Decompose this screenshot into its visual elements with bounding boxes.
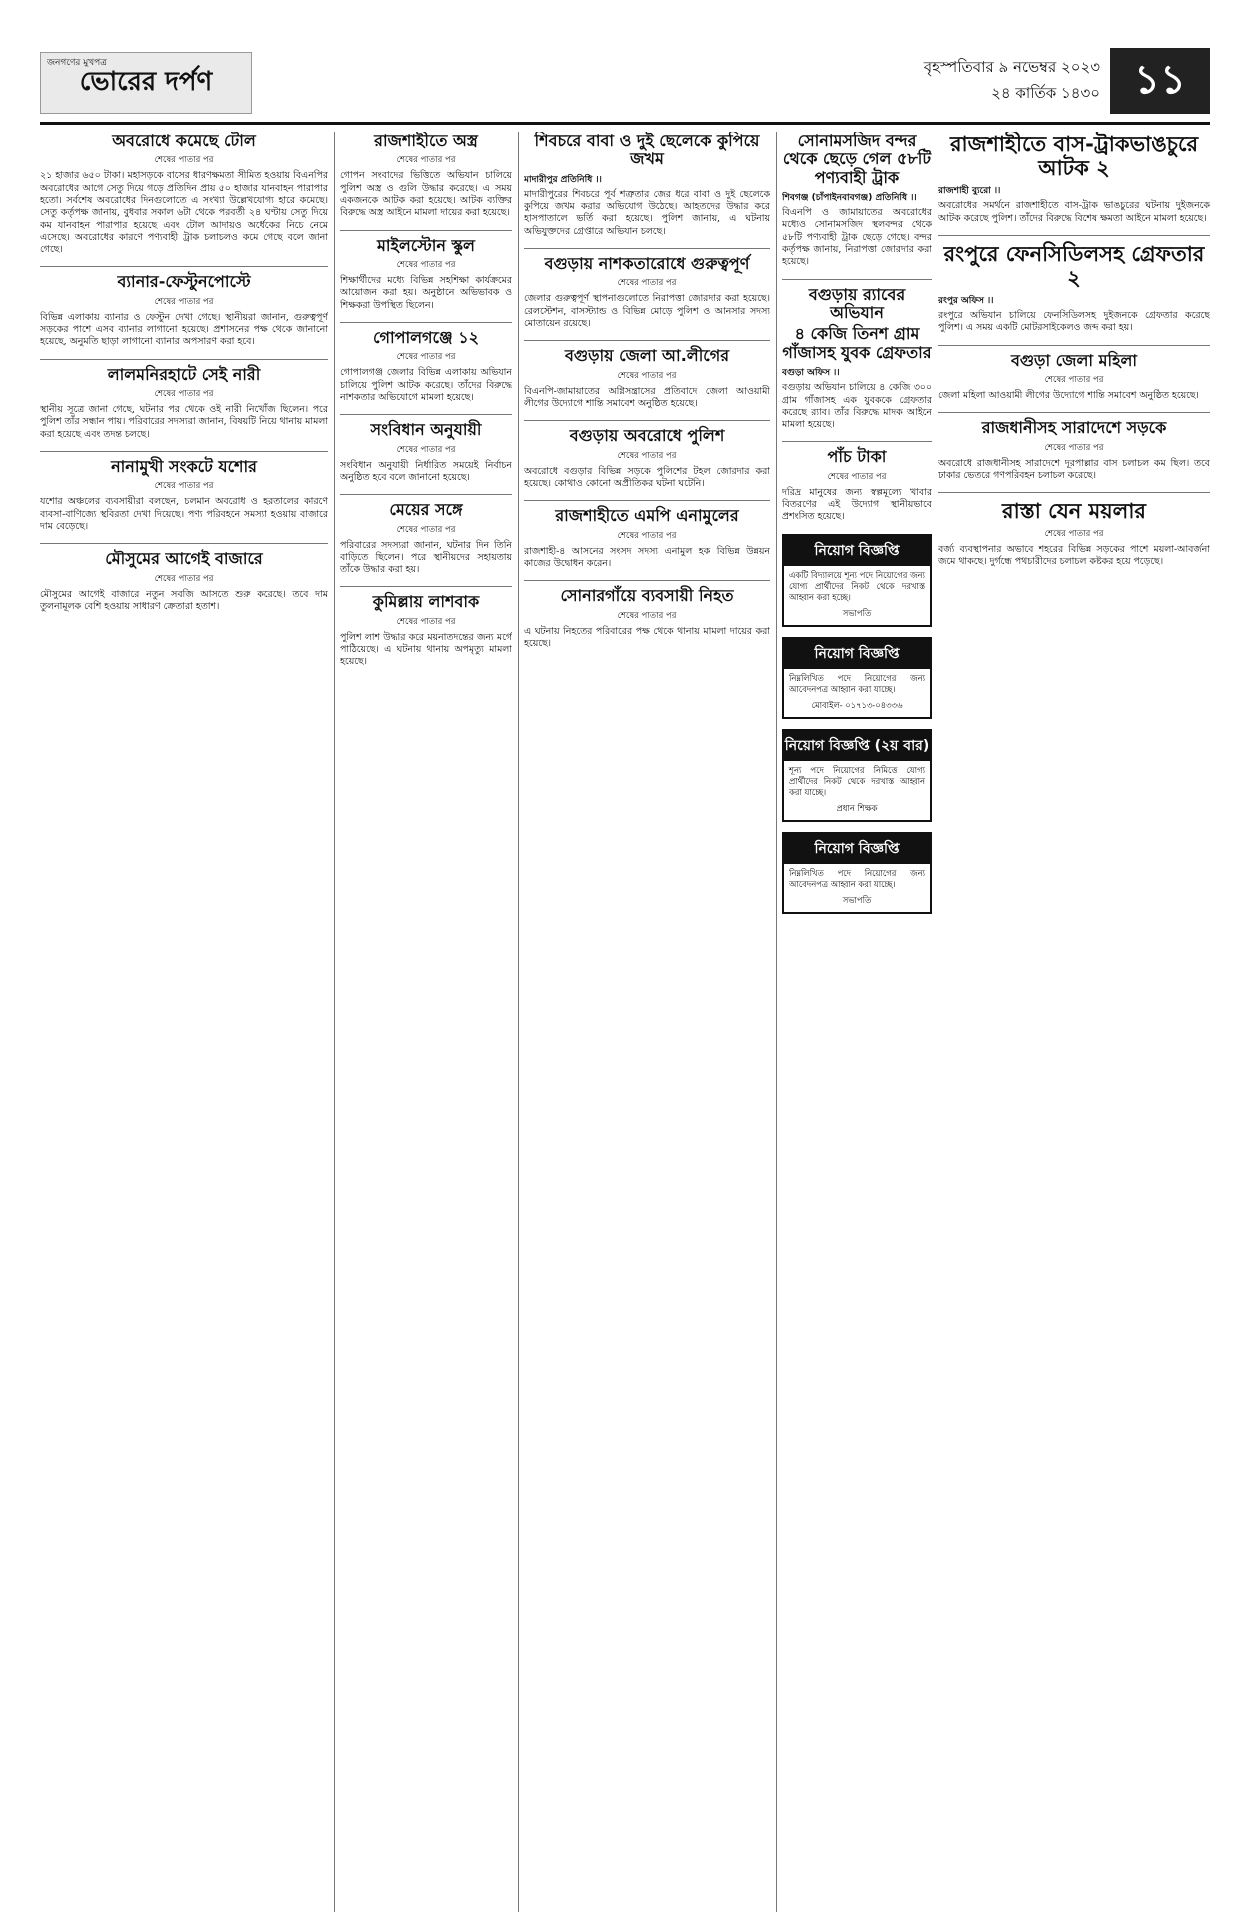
subheadline: ৪ কেজি তিনশ গ্রাম গাঁজাসহ যুবক গ্রেফতার (782, 324, 932, 362)
column-3 (524, 132, 770, 1912)
continuation-note: শেষের পাতার পর (396, 155, 456, 166)
article-body: বর্জ্য ব্যবস্থাপনার অভাবে শহরের বিভিন্ন সড়কের পাশে ময়লা-আবর্জনা জমে থাকছে। দুর্গন্ধে পথচারীদের চলাচল কষ্টকর হয়ে পড়েছে। (938, 543, 1210, 567)
divider (340, 494, 512, 495)
newspaper-logo (40, 52, 252, 114)
divider (938, 235, 1210, 236)
article-body: দরিদ্র মানুষের জন্য স্বল্পমূল্যে খাবার বিতরণের এই উদ্যোগ স্থানীয়ভাবে প্রশংসিত হয়েছে। (782, 486, 932, 523)
article-season (40, 550, 328, 613)
logo-tagline: জনগণের মুখপত্র (47, 58, 107, 68)
headline: বগুড়ায় জেলা আ.লীগের (564, 346, 730, 366)
continuation-note: শেষের পাতার পর (1044, 442, 1104, 453)
divider (782, 279, 932, 280)
headline: বগুড়ায় অবরোধে পুলিশ (569, 426, 725, 446)
divider (340, 586, 512, 587)
logo-name: ভোরের দর্পণ (79, 67, 213, 97)
continuation-note: শেষের পাতার পর (154, 481, 214, 492)
page-number: ১১ (1110, 48, 1210, 114)
article-lalmonirhat (40, 366, 328, 441)
divider (340, 322, 512, 323)
article-body: গোপালগঞ্জ জেলার বিভিন্ন এলাকায় অভিযান চালিয়ে পুলিশ আটক করেছে। তাঁদের বিরুদ্ধে নাশকতার অভিযোগে মামলা হয়েছে। (340, 367, 512, 403)
article-girl (340, 501, 512, 576)
article-body: স্থানীয় সূত্রে জানা গেছে, ঘটনার পর থেকে ওই নারী নিখোঁজ ছিলেন। পরে পুলিশ তাঁর সন্ধান পায়। পরিবারের সদস্যরা জানান, বিষয়টি নিয়ে থানায় মামলা করা হয়েছে এবং তদন্ত চলছে। (40, 404, 328, 440)
byline: মাদারীপুর প্রতিনিধি ।। (524, 174, 602, 185)
divider (524, 420, 770, 421)
ad-body: শূন্য পদে নিয়োগের নিমিত্তে যোগ্য প্রার্থীদের নিকট থেকে দরখাস্ত আহ্বান করা যাচ্ছে। (789, 764, 925, 797)
divider (938, 345, 1210, 346)
headline: রাজশাহীতে এমপি এনামুলের (555, 506, 739, 526)
headline: লালমনিরহাটে সেই নারী (107, 364, 261, 384)
date-bengali: ২৪ কার্তিক ১৪৩০ (991, 84, 1100, 102)
article-constitution (340, 421, 512, 484)
headline: রাস্তা যেন ময়লার (1002, 499, 1146, 524)
headline: বগুড়ায় র‍্যাবের অভিযান (808, 284, 906, 323)
column-5 (938, 132, 1210, 1912)
article-milestone (340, 237, 512, 312)
continuation-note: শেষের পাতার পর (154, 389, 214, 400)
article-body: পুলিশ লাশ উদ্ধার করে ময়নাতদন্তের জন্য মর্গে পাঠিয়েছে। এ ঘটনায় থানায় অপমৃত্যু মামলা হয়েছে। (340, 631, 512, 668)
ad-signature: প্রধান শিক্ষক (836, 802, 878, 813)
divider (40, 359, 328, 360)
article-shibchar (524, 132, 770, 238)
article-body: জেলা মহিলা আওয়ামী লীগের উদ্যোগে শান্তি সমাবেশ অনুষ্ঠিত হয়েছে। (938, 390, 1199, 402)
article-body: গোপন সংবাদের ভিত্তিতে অভিযান চালিয়ে পুলিশ অস্ত্র ও গুলি উদ্ধার করেছে। এ সময় একজনকে আটক করা হয়েছে। আটক ব্যক্তির বিরুদ্ধে অস্ত্র আইনে মামলা দায়ের করা হয়েছে। (340, 170, 512, 219)
headline: রাজশাহীতে বাস-ট্রাকভাঙচুরে আটক ২ (949, 132, 1198, 181)
continuation-note: শেষের পাতার পর (154, 296, 214, 307)
headline: মাইলস্টোন স্কুল (377, 235, 475, 255)
headline: মৌসুমের আগেই বাজারে (105, 549, 263, 569)
ad-signature: মোবাইল- ০১৭১৩-০৪৩৩৬ (811, 699, 903, 710)
ad-body: একটি বিদ্যালয়ে শূন্য পদে নিয়োগের জন্য যোগ্য প্রার্থীদের নিকট থেকে দরখাস্ত আহ্বান করা হচ্ছে। (789, 569, 925, 602)
column-2 (340, 132, 512, 1912)
article-body: বগুড়ায় অভিযান চালিয়ে ৪ কেজি ৩০০ গ্রাম গাঁজাসহ এক যুবককে গ্রেফতার করেছে র‍্যাব। তাঁর বিরুদ্ধে মাদক আইনে মামলা হয়েছে। (782, 382, 932, 431)
article-gopalganj (340, 329, 512, 404)
article-five-taka (782, 448, 932, 523)
divider (40, 451, 328, 452)
article-comilla (340, 593, 512, 668)
article-body: রাজশাহী-৪ আসনের সংসদ সদস্য এনামুল হক বিভিন্ন উন্নয়ন কাজের উদ্বোধন করেন। (524, 545, 770, 569)
article-bogura-women (938, 352, 1210, 403)
headline: রাজশাহীতে অস্ত্র (374, 132, 478, 150)
continuation-note: শেষের পাতার পর (154, 573, 214, 584)
byline: রংপুর অফিস ।। (938, 296, 994, 307)
article-bus-truck (938, 132, 1210, 225)
article-jessore (40, 458, 328, 533)
article-body: জেলার গুরুত্বপূর্ণ স্থাপনাগুলোতে নিরাপত্তা জোরদার করা হয়েছে। রেলস্টেশন, বাসস্ট্যান্ড ও বিভিন্ন মোড়ে পুলিশ ও আনসার সদস্য মোতায়েন রয়েছে। (524, 293, 770, 329)
divider (938, 492, 1210, 493)
date-gregorian: বৃহস্পতিবার ৯ নভেম্বর ২০২৩ (923, 58, 1100, 76)
continuation-note: শেষের পাতার পর (617, 278, 677, 289)
headline: গোপালগঞ্জে ১২ (373, 327, 479, 347)
column-4 (782, 132, 932, 1912)
headline: রাজধানীসহ সারাদেশে সড়কে (981, 418, 1167, 438)
headline: সোনারগাঁয়ে ব্যবসায়ী নিহত (560, 586, 734, 606)
ad-heading: নিয়োগ বিজ্ঞপ্তি (784, 536, 930, 566)
article-bogura-police (524, 427, 770, 490)
article-sonamasjid (782, 132, 932, 269)
divider (938, 412, 1210, 413)
continuation-note: শেষের পাতার পর (396, 616, 456, 627)
masthead (40, 48, 1210, 125)
article-bogura-sabotage (524, 255, 770, 330)
job-ad (782, 637, 932, 719)
article-banner (40, 273, 328, 348)
continuation-note: শেষের পাতার পর (617, 530, 677, 541)
continuation-note: শেষের পাতার পর (617, 610, 677, 621)
article-bogura-league (524, 347, 770, 410)
divider (524, 500, 770, 501)
divider (40, 543, 328, 544)
ad-signature: সভাপতি (842, 607, 872, 618)
article-body: বিএনপি-জামায়াতের অগ্নিসন্ত্রাসের প্রতিবাদে জেলা আওয়ামী লীগের উদ্যোগে শান্তি সমাবেশ অনুষ্ঠিত হয়েছে। (524, 385, 770, 409)
article-dustbin (938, 499, 1210, 568)
article-body: অবরোধে বগুড়ার বিভিন্ন সড়কে পুলিশের টহল জোরদার করা হয়েছে। কোথাও কোনো অপ্রীতিকর ঘটনা ঘটেনি। (524, 465, 770, 489)
byline: রাজশাহী ব্যুরো ।। (938, 186, 1001, 197)
article-body: এ ঘটনায় নিহতের পরিবারের পক্ষ থেকে থানায় মামলা দায়ের করা হয়েছে। (524, 625, 770, 649)
headline: নানামুখী সংকটে যশোর (111, 457, 257, 477)
job-ad (782, 832, 932, 914)
continuation-note: শেষের পাতার পর (154, 155, 214, 166)
headline: সোনামসজিদ বন্দর থেকে ছেড়ে গেল ৫৮টি পণ্যবাহী ট্রাক (782, 132, 932, 187)
headline: শিবচরে বাবা ও দুই ছেলেকে কুপিয়ে জখম (534, 132, 760, 169)
column-1 (40, 132, 328, 1912)
continuation-note: শেষের পাতার পর (1044, 375, 1104, 386)
byline: শিবগঞ্জ (চাঁপাইনবাবগঞ্জ) প্রতিনিধি ।। (782, 193, 917, 204)
job-ad (782, 729, 932, 822)
article-body: রংপুরে অভিযান চালিয়ে ফেনসিডিলসহ দুইজনকে গ্রেফতার করেছে পুলিশ। এ সময় একটি মোটরসাইকেলও জব্দ করা হয়। (938, 310, 1210, 334)
headline: মেয়ের সঙ্গে (389, 500, 463, 520)
article-body: অবরোধের সমর্থনে রাজশাহীতে বাস-ট্রাক ভাঙচুরের ঘটনায় দুইজনকে আটক করেছে পুলিশ। তাঁদের বিরুদ্ধে বিশেষ ক্ষমতা আইনে মামলা হয়েছে। (938, 200, 1210, 224)
headline: পাঁচ টাকা (827, 447, 887, 467)
article-toll (40, 132, 328, 256)
continuation-note: শেষের পাতার পর (827, 471, 887, 482)
article-rangpur (938, 242, 1210, 335)
job-ad (782, 534, 932, 627)
continuation-note: শেষের পাতার পর (396, 352, 456, 363)
article-body: বিএনপি ও জামায়াতের অবরোধের মধ্যেও সোনামসজিদ স্থলবন্দর থেকে ৫৮টি পণ্যবাহী ট্রাক ছেড়ে গেছে। বন্দর কর্তৃপক্ষ জানায়, নিরাপত্তা জোরদার করা হয়েছে। (782, 207, 932, 268)
divider (524, 248, 770, 249)
byline: বগুড়া অফিস ।। (782, 368, 840, 379)
ad-body: নিম্নলিখিত পদে নিয়োগের জন্য আবেদনপত্র আহ্বান করা যাচ্ছে। (789, 867, 925, 889)
ad-heading: নিয়োগ বিজ্ঞপ্তি (784, 834, 930, 864)
headline: বগুড়ায় নাশকতারোধে গুরুত্বপূর্ণ (544, 253, 750, 273)
headline: বগুড়া জেলা মহিলা (1010, 350, 1138, 370)
headline: অবরোধে কমেছে টোল (112, 132, 256, 150)
headline: ব্যানার-ফেস্টুনপোস্টে (117, 272, 251, 292)
continuation-note: শেষের পাতার পর (617, 370, 677, 381)
article-body: শিক্ষার্থীদের মধ্যে বিভিন্ন সহশিক্ষা কার্যক্রমের আয়োজন করা হয়। অনুষ্ঠানে অভিভাবক ও শিক্ষকরা উপস্থিত ছিলেন। (340, 274, 512, 311)
ad-heading: নিয়োগ বিজ্ঞপ্তি (784, 639, 930, 669)
column-rule (334, 132, 335, 1912)
article-body: মাদারীপুরের শিবচরে পূর্ব শত্রুতার জের ধরে বাবা ও দুই ছেলেকে কুপিয়ে জখম করার অভিযোগ উঠেছে। আহতদের উদ্ধার করে হাসপাতালে ভর্তি করা হয়েছে। পুলিশ জানায়, এ ঘটনায় অভিযুক্তদের গ্রেপ্তারে অভিযান চলছে। (524, 188, 770, 237)
divider (782, 441, 932, 442)
continuation-note: শেষের পাতার পর (617, 450, 677, 461)
column-rule (518, 132, 519, 1912)
article-body: সংবিধান অনুযায়ী নির্ধারিত সময়েই নির্বাচন অনুষ্ঠিত হবে বলে জানানো হয়েছে। (340, 459, 512, 483)
article-drive (782, 286, 932, 432)
article-body: মৌসুমের আগেই বাজারে নতুন সবজি আসতে শুরু করেছে। তবে দাম তুলনামূলক বেশি হওয়ায় সাধারণ ক্রেতারা হতাশ। (40, 588, 328, 612)
divider (40, 266, 328, 267)
divider (524, 580, 770, 581)
article-body: ২১ হাজার ৬৫০ টাকা। মহাসড়কে বাসের ধারণক্ষমতা সীমিত হওয়ায় বিএনপির অবরোধের আগে সেতু দিয়ে গড়ে প্রতিদিন প্রায় ৫০ হাজার যানবাহন পারাপার হতো। সর্বশেষ অবরোধের দিনগুলোতে এ সংখ্যা উল্লেখযোগ্য হারে কমেছে। সেতু কর্তৃপক্ষ জানায়, বুধবার সকাল ৬টা থেকে পরবর্তী ২৪ ঘণ্টায় সেতু দিয়ে কম যানবাহন পারাপার হয়েছে এবং টোল আদায়ও অর্ধেকের নিচে নেমে এসেছে। অবরোধের কারণে পণ্যবাহী ট্রাক চলাচলও কমে গেছে বলে জানা গেছে। (40, 170, 328, 256)
article-body: বিভিন্ন এলাকায় ব্যানার ও ফেস্টুন দেখা গেছে। স্থানীয়রা জানান, গুরুত্বপূর্ণ সড়কের পাশে এসব ব্যানার লাগানো হয়েছে। প্রশাসনের পক্ষ থেকে জানানো হয়েছে, অনুমতি ছাড়া লাগানো ব্যানার অপসারণ করা হবে। (40, 311, 328, 348)
article-body: পরিবারের সদস্যরা জানান, ঘটনার দিন তিনি বাড়িতে ছিলেন। পরে স্থানীয়দের সহায়তায় তাঁকে উদ্ধার করা হয়। (340, 539, 512, 576)
article-mp-enamul (524, 507, 770, 570)
article-sonargaon (524, 587, 770, 650)
headline: সংবিধান অনুযায়ী (370, 420, 482, 440)
divider (524, 340, 770, 341)
ad-signature: সভাপতি (842, 894, 872, 905)
article-body: যশোর অঞ্চলের ব্যবসায়ীরা বলছেন, চলমান অবরোধ ও হরতালের কারণে ব্যবসা-বাণিজ্যে স্থবিরতা দেখা দিয়েছে। পণ্য পরিবহনে সমস্যা হওয়ায় বাজারে দাম বেড়েছে। (40, 496, 328, 533)
article-body: অবরোধে রাজধানীসহ সারাদেশে দূরপাল্লার বাস চলাচল কম ছিল। তবে ঢাকার ভেতরে গণপরিবহন চলাচল করেছে। (938, 457, 1210, 482)
article-dhaka-roads (938, 419, 1210, 482)
column-rule (776, 132, 777, 1912)
divider (340, 414, 512, 415)
continuation-note: শেষের পাতার পর (396, 444, 456, 455)
ad-heading: নিয়োগ বিজ্ঞপ্তি (২য় বার) (784, 731, 930, 761)
ad-body: নিম্নলিখিত পদে নিয়োগের জন্য আবেদনপত্র আহ্বান করা যাচ্ছে। (789, 672, 925, 694)
headline: রংপুরে ফেনসিডিলসহ গ্রেফতার ২ (943, 241, 1205, 291)
headline: কুমিল্লায় লাশবাক (372, 592, 480, 612)
continuation-note: শেষের পাতার পর (396, 524, 456, 535)
article-rajshahi-arms (340, 132, 512, 220)
divider (340, 230, 512, 231)
continuation-note: শেষের পাতার পর (396, 259, 456, 270)
continuation-note: শেষের পাতার পর (1044, 528, 1104, 539)
